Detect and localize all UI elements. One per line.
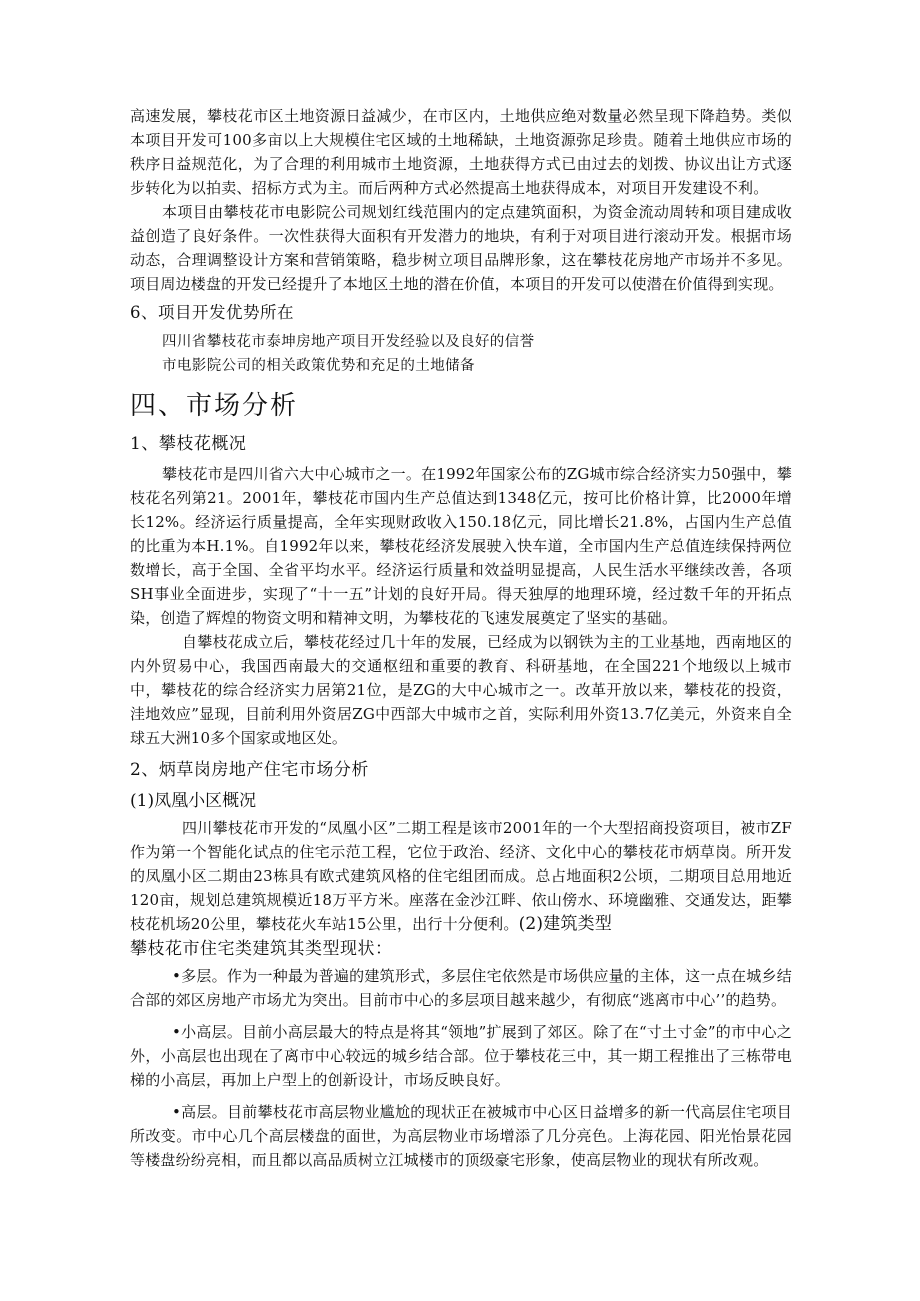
- list-item: 市电影院公司的相关政策优势和充足的土地储备: [162, 358, 475, 374]
- document-page: [130, 104, 792, 1172]
- bullet-paragraph: •高层。目前攀枝花市高层物业尴尬的现状正在被城市中心区日益增多的新一代高层住宅项目所改变。市中心几个高层楼盘的面世，为高层物业市场增添了几分亮色。上海花园、阳光怡景花园等楼盘纷纷亮相，而且都以高品质树立江城楼市的顶级豪宅形象，使高层物业的现状有所改观。: [130, 1103, 792, 1169]
- subsection-heading: 1、攀枝花概况: [130, 434, 247, 454]
- body-paragraph: 高速发展，攀枝花市区土地资源日益减少，在市区内，土地供应绝对数量必然呈现下降趋势。类似本项目开发可100多亩以上大规模住宅区域的土地稀缺，土地资源弥足珍贵。随着土地供应市场的秩序日益规范化，为了合理的利用城市土地资源，土地获得方式已由过去的划拨、协议出让方式逐步转化为以拍卖、招标方式为主。而后两种方式必然提高土地获得成本，对项目开发建设不利。: [130, 107, 792, 197]
- body-paragraph: 本项目由攀枝花市电影院公司规划红线范围内的定点建筑面积，为资金流动周转和项目建成收益创造了良好条件。一次性获得大面积有开发潜力的地块，有利于对项目进行滚动开发。根据市场动态，合理调整设计方案和营销策略，稳步树立项目品牌形象，这在攀枝花房地产市场并不多见。项目周边楼盘的开发已经提升了本地区土地的潜在价值，本项目的开发可以使潜在价值得到实现。: [130, 203, 792, 293]
- section-heading: 6、项目开发优势所在: [130, 303, 294, 322]
- body-paragraph: 自攀枝花成立后，攀枝花经过几十年的发展，已经成为以钢铁为主的工业基地，西南地区的内外贸易中心，我国西南最大的交通枢纽和重要的教育、科研基地，在全国221个地级以上城市中，攀枝花的综合经济实力居第21位，是ZG的大中心城市之一。改革开放以来，攀枝花的投资，洼地效应”显现，目前利用外资居ZG中西部大中城市之首，实际利用外资13.7亿美元，外资来自全球五大洲10多个国家或地区处。: [130, 633, 792, 747]
- subsection-heading: 2、炳草岗房地产住宅市场分析: [130, 760, 369, 780]
- body-text: 四川攀枝花市开发的“凤凰小区”二期工程是该市2001年的一个大型招商投资项目，被市ZF作为第一个智能化试点的住宅示范工程，它位于政治、经济、文化中心的攀枝花市炳草岗。所开发的凤凰小区二期由23栋具有欧式建筑风格的住宅组团而成。总占地面积2公顷，二期项目总用地近120亩，规划总建筑规模近18万平方米。座落在金沙江畔、依山傍水、环境幽雅、交通发达，距攀枝花机场20公里，攀枝花火车站15公里，出行十分便利。: [130, 819, 792, 933]
- list-item: 四川省攀枝花市泰坤房地产项目开发经验以及良好的信誉: [162, 334, 535, 350]
- bullet-paragraph: •小高层。目前小高层最大的特点是将其“领地”扩展到了郊区。除了在“寸土寸金”的市中心之外，小高层也出现在了离市中心较远的城乡结合部。位于攀枝花三中，其一期工程推出了三栋带电梯的小高层，再加上户型上的创新设计，市场反映良好。: [130, 1023, 792, 1089]
- subsection-heading: (1)凤凰小区概况: [130, 791, 257, 811]
- body-paragraph: [130, 816, 792, 936]
- chapter-heading: 四、市场分析: [130, 391, 299, 421]
- bullet-paragraph: •多层。作为一种最为普遍的建筑形式，多层住宅依然是市场供应量的主体，这一点在城乡结合部的郊区房地产市场尤为突出。目前市中心的多层项目越来越少，有彻底“逃离市中心’’的趋势。: [130, 967, 792, 1009]
- inline-heading: (2)建筑类型: [518, 914, 613, 934]
- body-paragraph: 攀枝花市是四川省六大中心城市之一。在1992年国家公布的ZG城市综合经济实力50强中，攀枝花名列第21。2001年，攀枝花市国内生产总值达到1348亿元，按可比价格计算，比2000年增长12%。经济运行质量提高，全年实现财政收入150.18亿元，同比增长21.8%，占国内生产总值的比重为本H.1%。自1992年以来，攀枝花经济发展驶入快车道，全市国内生产总值连续保持两位数增长，高于全国、全省平均水平。经济运行质量和效益明显提高，人民生活水平继续改善，各项SH事业全面进步，实现了“十一五”计划的良好开局。得天独厚的地理环境，经过数千年的开拓点染，创造了辉煌的物资文明和精神文明，为攀枝花的飞速发展奠定了坚实的基础。: [130, 465, 792, 627]
- section-heading: 攀枝花市住宅类建筑其类型现状：: [130, 939, 393, 959]
